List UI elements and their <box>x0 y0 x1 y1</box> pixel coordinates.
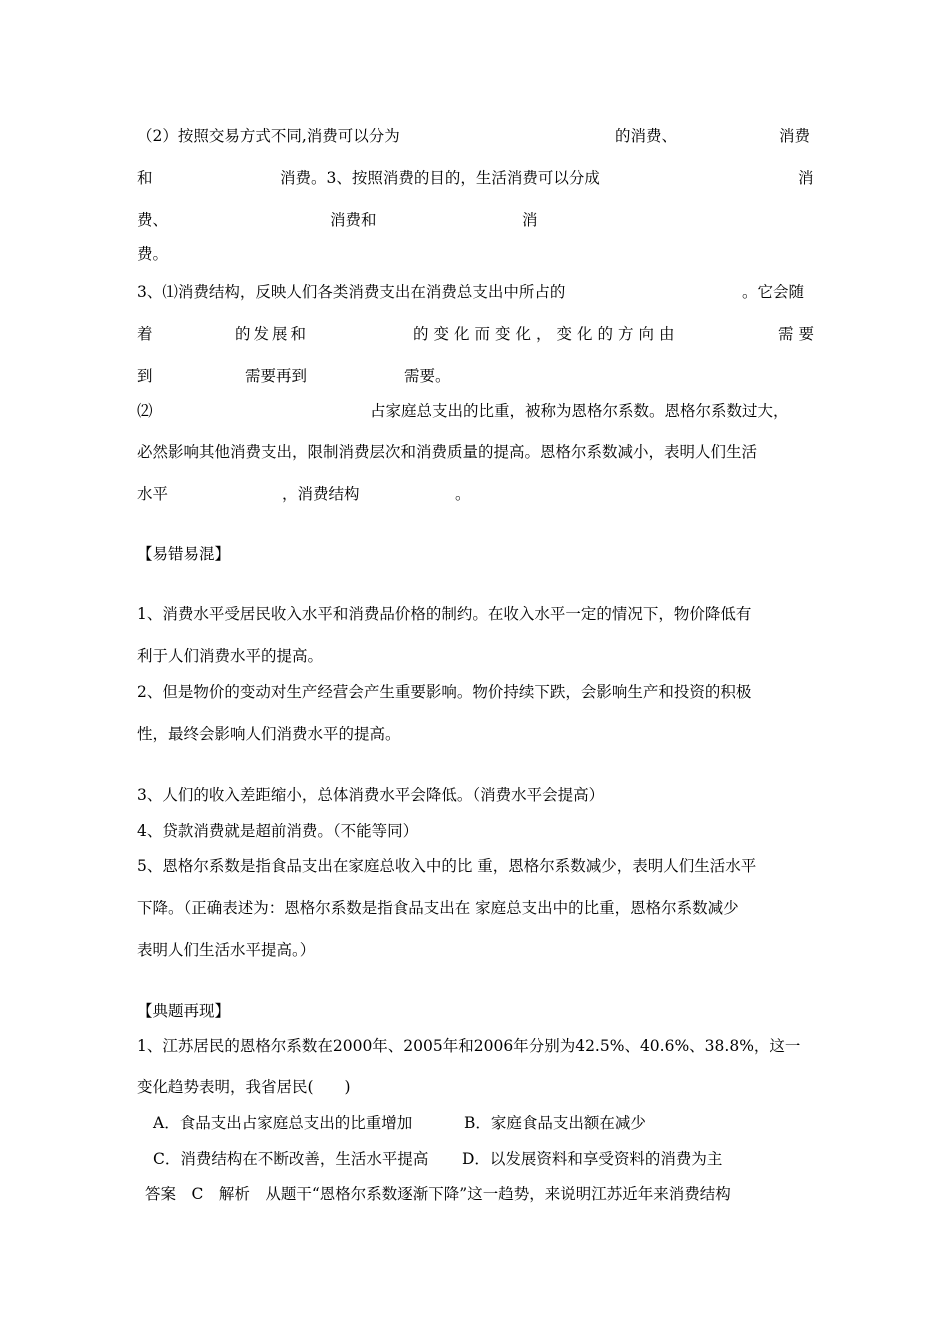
line-6-part-d: 需要 <box>778 325 820 343</box>
line-2-part-b: 消费。3、按照消费的目的，生活消费可以分成 <box>280 169 600 187</box>
question-line-2: 变化趋势表明，我省居民( ) <box>137 1078 351 1096</box>
line-7-part-b: 需要再到 <box>245 367 308 385</box>
line-7-part-c: 需要。 <box>404 367 451 385</box>
option-b: B．家庭食品支出额在减少 <box>464 1114 646 1132</box>
section-title-example: 【典题再现】 <box>137 1002 231 1020</box>
line-6-part-c: 的变化而变化，变化的方向由 <box>413 325 680 343</box>
line-2-part-a: 和 <box>137 169 153 187</box>
blank-line-4: 费。 <box>137 245 169 263</box>
mistake-line: 5、恩格尔系数是指食品支出在家庭总收入中的比 重，恩格尔系数减少，表明人们生活水平 <box>137 857 757 875</box>
line-5-part-b: 。它会随 <box>742 283 805 301</box>
mistake-line: 性，最终会影响人们消费水平的提高。 <box>137 725 401 743</box>
line-10-part-c: 。 <box>455 485 471 503</box>
line-1-part-a: （2）按照交易方式不同,消费可以分为 <box>137 127 400 145</box>
question-line-1: 1、江苏居民的恩格尔系数在2000年、2005年和2006年分别为42.5%、40.6%、38.8%，这一 <box>137 1037 801 1055</box>
mistake-line: 4、贷款消费就是超前消费。（不能等同） <box>137 822 419 840</box>
option-c: C．消费结构在不断改善，生活水平提高 <box>153 1150 429 1168</box>
mistake-line: 表明人们生活水平提高。） <box>137 941 316 959</box>
answer-line: 答案 C 解析 从题干“恩格尔系数逐渐下降”这一趋势，来说明江苏近年来消费结构 <box>145 1185 731 1203</box>
mistake-line: 利于人们消费水平的提高。 <box>137 647 324 665</box>
line-1-part-c: 消费 <box>779 127 811 145</box>
option-a: A．食品支出占家庭总支出的比重增加 <box>153 1114 413 1132</box>
line-10-part-b: ，消费结构 <box>282 485 360 503</box>
line-8-part-b: 占家庭总支出的比重，被称为恩格尔系数。恩格尔系数过大， <box>370 402 789 420</box>
line-3-part-c: 消 <box>522 211 538 229</box>
blank-line-9: 必然影响其他消费支出，限制消费层次和消费质量的提高。恩格尔系数减小，表明人们生活 <box>137 443 758 461</box>
mistake-line: 1、消费水平受居民收入水平和消费品价格的制约。在收入水平一定的情况下，物价降低有 <box>137 605 752 623</box>
line-6-part-b: 的发展和 <box>235 325 310 343</box>
line-10-part-a: 水平 <box>137 485 169 503</box>
line-3-part-a: 费、 <box>137 211 169 229</box>
line-7-part-a: 到 <box>137 367 153 385</box>
mistake-line: 2、但是物价的变动对生产经营会产生重要影响。物价持续下跌，会影响生产和投资的积极 <box>137 683 752 701</box>
line-6-part-a: 着 <box>137 325 153 343</box>
line-5-part-a: 3、⑴消费结构，反映人们各类消费支出在消费总支出中所占的 <box>137 283 566 301</box>
option-d: D．以发展资料和享受资料的消费为主 <box>462 1150 723 1168</box>
mistake-line: 3、人们的收入差距缩小，总体消费水平会降低。（消费水平会提高） <box>137 786 605 804</box>
mistake-line: 下降。（正确表述为：恩格尔系数是指食品支出在 家庭总支出中的比重，恩格尔系数减少 <box>137 899 739 917</box>
line-1-part-b: 的消费、 <box>615 127 678 145</box>
line-3-part-b: 消费和 <box>330 211 377 229</box>
line-8-part-a: ⑵ <box>137 402 153 420</box>
section-title-mistakes: 【易错易混】 <box>137 545 231 563</box>
line-2-part-c: 消 <box>798 169 814 187</box>
